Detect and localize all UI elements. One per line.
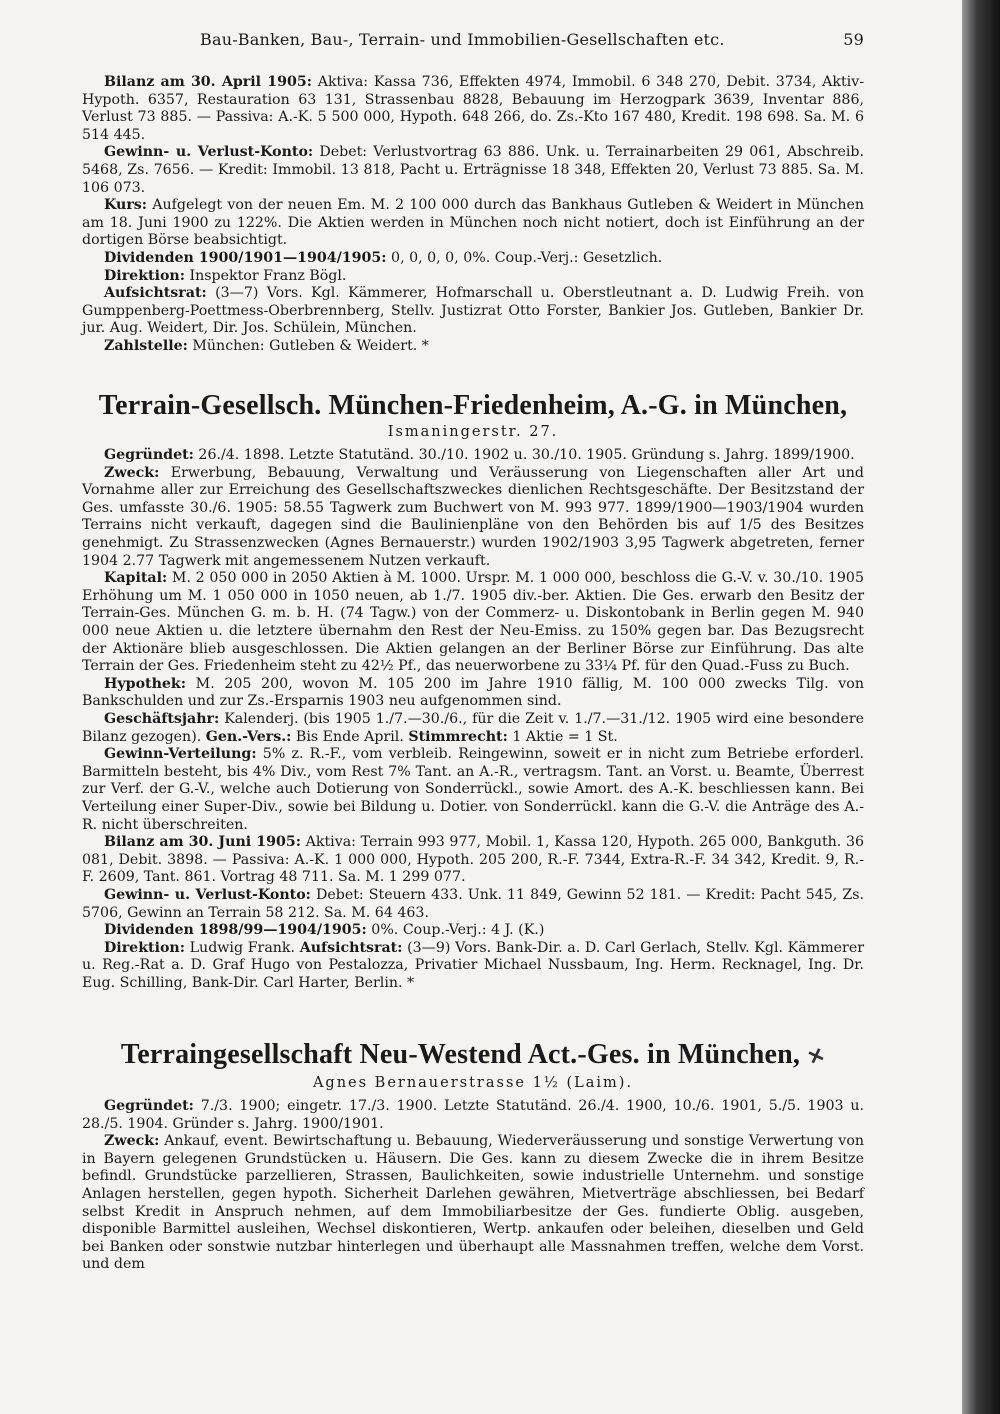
running-header: [200, 30, 864, 49]
gegruendet-label-3: Gegründet:: [104, 1098, 194, 1115]
direktion-text-2: Ludwig Frank.: [189, 939, 296, 956]
kurs-text: Aufgelegt von der neuen Em. M. 2 100 000 durch das Bankhaus Gutleben & Weidert in München am 18. Juni 1900 zu 122%. Die Aktien werden in München noch nicht notiert, doch ist Einführung an der dortigen Börse beabsichtigt.: [82, 197, 864, 249]
bilanz-text-2: Aktiva: Terrain 993 977, Mobil. 1, Kassa 120, Hypoth. 265 000, Bankguth. 36 081, Debit. 3898. — Passiva: A.-K. 1 000 000, Hypoth. 205 200, R.-F. 7344, Extra-R.-F. 34 342, Kredit. 9, R.-F. 2609, Tant. 861. Vortrag 48 711. Sa. M. 1 299 077.: [82, 834, 864, 886]
main-content: [82, 74, 864, 1274]
gewinnverteilung-text: 5% z. R.-F., vom verbleib. Reingewinn, soweit er in nicht zum Betriebe erforderl. Barmitteln besteht, bis 4% Div., vom Rest 7% Tant. an A.-R., vertragsm. Tant. an Vorst. u. Beamte, Überrest zur Verf. der G.-V., welche auch Dotierung von Sonderrückl., sowie Amort. des A.-K. beschliessen kann. Bei Verteilung einer Super-Div., sowie bei Bildung u. Dotier. von Sonderrückl. kann die G.-V. die Anträge des A.-R. nicht überschreiten.: [82, 746, 864, 833]
hypothek-entry: [82, 676, 864, 711]
geschaeftsjahr-label: Geschäftsjahr:: [104, 711, 220, 727]
company-title-neu-westend: [82, 1039, 864, 1073]
kurs-entry: [82, 197, 864, 250]
dividenden-label-2: Dividenden 1898/99—1904/1905:: [104, 922, 367, 939]
aufsichtsrat-label: Aufsichtsrat:: [104, 285, 207, 302]
dividenden-text: 0, 0, 0, 0, 0%. Coup.-Verj.: Gesetzlich.: [391, 249, 663, 266]
genvers-text: Bis Ende April.: [295, 728, 404, 745]
company-title-text: Terraingesellschaft Neu-Westend Act.-Ges. in München,: [120, 1038, 801, 1070]
aufsichtsrat-text: (3—7) Vors. Kgl. Kämmerer, Hofmarschall u. Oberstleutnant a. D. Ludwig Freih. von Gumppenberg-Poettmess-Oberbrennberg, Stellv. Justizrat Otto Forster, Bankier Jos. Gutleben, Bankier Dr. jur. Aug. Weidert, Dir. Jos. Schülein, München.: [82, 285, 864, 337]
kapital-entry: [82, 570, 864, 676]
geschaeftsjahr-entry: [82, 711, 864, 746]
direktion-label-2: Direktion:: [104, 939, 185, 956]
page-number: 59: [843, 30, 864, 49]
genvers-label: Gen.-Vers.:: [205, 728, 292, 745]
hypothek-text: M. 205 200, wovon M. 105 200 im Jahre 1910 fällig, M. 100 000 zwecks Tilg. von Bankschulden und zur Zs.-Ersparnis 1903 neu aufgenommen sind.: [82, 675, 864, 710]
gegruendet-entry-3: [82, 1098, 864, 1133]
zweck-text: Erwerbung, Bebauung, Verwaltung und Veräusserung von Liegenschaften aller Art und Vornahme aller zur Erreichung des Gesellschaftszweckes dienlichen Rechtsgeschäfte. Der Besitzstand der Ges. umfasste 30./6. 1905: 58.55 Tagwerk zum Buchwert von M. 993 977. 1899/1900—1903/1904 wurden Terrains nicht verkauft, dagegen sind die Baulinienpläne von den Behörden bis auf 1/5 des Besitzes genehmigt. Zu Strassenzwecken (Agnes Bernauerstr.) wurden 1902/1903 3,95 Tagwerk abgetreten, ferner 1904 2.77 Tagwerk mit angemessenem Nutzen verkauft.: [82, 464, 864, 569]
gewinnverteilung-label: Gewinn-Verteilung:: [104, 746, 257, 763]
bilanz-label: Bilanz am 30. April 1905:: [104, 74, 312, 90]
company-address-neu-westend: Agnes Bernauerstrasse 1½ (Laim).: [312, 1074, 634, 1091]
gegruendet-entry: [82, 447, 864, 465]
pencil-mark-icon: ✕: [804, 1043, 829, 1070]
dividenden-entry-2: [82, 922, 864, 940]
company-title-friedenheim: Terrain-Gesellsch. München-Friedenheim, A.-G. in München,: [98, 389, 848, 421]
aufsichtsrat-text-2: (3—9) Vors. Bank-Dir. a. D. Carl Gerlach, Stellv. Kgl. Kämmerer u. Reg.-Rat a. D. Graf Hugo von Pestalozza, Privatier Michael Nussbaum, Ing. Herm. Recknagel, Ing. Dr. Eug. Schilling, Bank-Dir. Carl Harter, Berlin. *: [82, 939, 864, 991]
dividenden-entry: [82, 250, 864, 268]
zweck-text-3: Ankauf, event. Bewirtschaftung u. Bebauung, Wiederveräusserung und sonstige Verwertung von in Bayern gelegenen Grundstücken u. Häusern. Die Ges. kann zu diesem Zwecke die in ihrem Besitze befindl. Grundstücke parzellieren, Strassen, Baulichkeiten, sowie industrielle Unternehm. und sonstige Anlagen herstellen, gegen hypoth. Sicherheit Darlehen gewähren, Mietverträge abschliessen, bei Bedarf selbst Kredit in Anspruch nehmen, auf dem Immobiliarbesitze der Ges. fundierte Oblig. ausgeben, disponible Barmittel ausleihen, Wechsel diskontieren, Wertp. ankaufen oder beleihen, dieselben und Geld bei Banken oder sonstwie nutzbar hinterlegen und überhaupt alle Massnahmen treffen, welche dem Vorst. und dem: [82, 1133, 864, 1273]
direktion-entry: [82, 268, 864, 286]
zweck-entry: [82, 465, 864, 571]
gewinn-text-2: Debet: Steuern 433. Unk. 11 849, Gewinn 52 181. — Kredit: Pacht 545, Zs. 5706, Gewinn an Terrain 58 212. Sa. M. 64 463.: [82, 886, 865, 921]
zweck-entry-3: [82, 1133, 864, 1274]
aufsichtsrat-label-2: Aufsichtsrat:: [299, 939, 403, 956]
bilanz-label-2: Bilanz am 30. Juni 1905:: [104, 834, 301, 851]
bilanz-entry-2: [82, 834, 864, 887]
gewinn-label-2: Gewinn- u. Verlust-Konto:: [104, 886, 311, 903]
aufsichtsrat-entry: [82, 285, 864, 338]
stimmrecht-label: Stimmrecht:: [408, 728, 508, 745]
gewinn-text: Debet: Verlustvortrag 63 886. Unk. u. Terrainarbeiten 29 061, Abschreib. 5468, Zs. 7656. — Kredit: Immobil. 13 818, Pacht u. Erträgnisse 18 348, Effekten 20, Verlust 73 885. Sa. M. 106 073.: [82, 144, 865, 196]
bilanz-entry: [82, 74, 864, 144]
gewinnverteilung-entry: [82, 746, 864, 834]
kapital-text: M. 2 050 000 in 2050 Aktien à M. 1000. Urspr. M. 1 000 000, beschloss die G.-V. v. 30./10. 1905 Erhöhung um M. 1 050 000 in 1050 neuen, ab 1./7. 1905 div.-ber. Aktien. Die Ges. erwarb den Besitz der Terrain-Ges. München G. m. b. H. (74 Tagw.) von der Commerz- u. Diskontobank in Berlin gegen M. 940 000 neue Aktien u. die letztere übernahm den Rest der Neu-Emiss. zu 150% gegen bar. Das Bezugsrecht der Aktionäre blieb ausgeschlossen. Die Aktien gelangen an der Berliner Börse zur Einführung. Das alte Terrain der Ges. Friedenheim steht zu 42½ Pf., das neuerworbene zu 33¼ Pf. für den Quad.-Fuss zu Buch.: [82, 570, 864, 675]
direktion-text: Inspektor Franz Bögl.: [189, 267, 347, 284]
gewinn-entry-2: [82, 887, 864, 922]
kurs-label: Kurs:: [104, 197, 148, 214]
gegruendet-text: 26./4. 1898. Letzte Statutänd. 30./10. 1902 u. 30./10. 1905. Gründung s. Jahrg. 1899/1900.: [198, 447, 855, 464]
kapital-label: Kapital:: [104, 570, 168, 587]
geschaeftsjahr-text: Kalenderj. (bis 1905 1./7.—30./6., für die Zeit v. 1./7.—31./12. 1905 wird eine besondere Bilanz gezogen).: [82, 711, 864, 745]
hypothek-label: Hypothek:: [104, 675, 186, 692]
running-title: Bau-Banken, Bau-, Terrain- und Immobilien-Gesellschaften etc.: [200, 30, 725, 49]
zahlstelle-text: München: Gutleben & Weidert. *: [192, 337, 429, 354]
stimmrecht-text: 1 Aktie = 1 St.: [512, 728, 618, 745]
direktion-label: Direktion:: [104, 267, 185, 284]
gegruendet-text-3: 7./3. 1900; eingetr. 17./3. 1900. Letzte Statutänd. 26./4. 1900, 10./6. 1901, 5./5. 1903 u. 28./5. 1904. Gründer s. Jahrg. 1900/1901.: [82, 1098, 864, 1132]
zweck-label-3: Zweck:: [104, 1133, 160, 1150]
zweck-label: Zweck:: [104, 464, 160, 481]
gegruendet-label: Gegründet:: [104, 447, 194, 464]
bilanz-text: Aktiva: Kassa 736, Effekten 4974, Immobil. 6 348 270, Debit. 3734, Aktiv-Hypoth. 6357, Restauration 63 131, Strassenbau 8828, Bebauung im Herzogpark 3639, Inventar 886, Verlust 73 885. — Passiva: A.-K. 5 500 000, Hypoth. 648 266, do. Zs.-Kto 167 480, Kredit. 198 698. Sa. M. 6 514 445.: [82, 74, 864, 143]
direktion-aufsichtsrat-entry-2: [82, 940, 864, 993]
book-spine-edge: [962, 0, 1000, 1414]
zahlstelle-label: Zahlstelle:: [104, 337, 188, 354]
dividenden-text-2: 0%. Coup.-Verj.: 4 J. (K.): [371, 922, 545, 939]
dividenden-label: Dividenden 1900/1901—1904/1905:: [104, 249, 387, 266]
gewinn-label: Gewinn- u. Verlust-Konto:: [104, 144, 314, 161]
company-address-friedenheim: Ismaningerstr. 27.: [387, 423, 559, 440]
gewinn-entry: [82, 144, 864, 197]
zahlstelle-entry: [82, 338, 864, 356]
